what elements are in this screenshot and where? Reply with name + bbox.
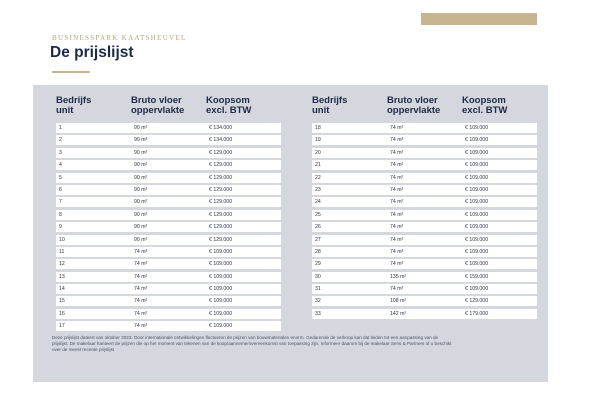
unit-cell: 24 bbox=[315, 199, 321, 206]
unit-cell: 31 bbox=[315, 286, 321, 293]
area-cell: 74 m² bbox=[134, 261, 148, 268]
table-row bbox=[312, 309, 537, 319]
unit-cell: 6 bbox=[59, 186, 62, 193]
unit-cell: 5 bbox=[59, 174, 62, 181]
area-cell: 74 m² bbox=[134, 298, 148, 305]
table-row bbox=[56, 210, 281, 220]
price-cell: € 109.000 bbox=[209, 261, 233, 268]
price-cell: € 179.000 bbox=[465, 310, 489, 317]
price-cell: € 109.000 bbox=[209, 323, 233, 330]
unit-cell: 22 bbox=[315, 174, 321, 181]
price-cell: € 109.000 bbox=[465, 286, 489, 293]
gold-accent-bar bbox=[421, 13, 537, 25]
area-cell: 90 m² bbox=[134, 186, 148, 193]
unit-cell: 2 bbox=[59, 137, 62, 144]
table-header bbox=[56, 96, 281, 120]
unit-cell: 7 bbox=[59, 199, 62, 206]
price-cell: € 109.000 bbox=[465, 199, 489, 206]
area-cell: 74 m² bbox=[390, 174, 404, 181]
header-price: Koopsom excl. BTW bbox=[206, 95, 252, 116]
table-row bbox=[56, 272, 281, 282]
area-cell: 74 m² bbox=[390, 125, 404, 131]
area-cell: 90 m² bbox=[134, 224, 148, 231]
area-cell: 74 m² bbox=[390, 186, 404, 193]
title-underline bbox=[52, 71, 90, 73]
table-row bbox=[312, 284, 537, 294]
price-cell: € 109.000 bbox=[465, 162, 489, 169]
table-row bbox=[312, 210, 537, 220]
unit-cell: 12 bbox=[59, 261, 65, 268]
area-cell: 90 m² bbox=[134, 236, 148, 243]
area-cell: 90 m² bbox=[134, 137, 148, 144]
table-row bbox=[312, 197, 537, 207]
area-cell: 74 m² bbox=[390, 261, 404, 268]
unit-cell: 29 bbox=[315, 261, 321, 268]
unit-cell: 8 bbox=[59, 211, 62, 218]
price-cell: € 134.000 bbox=[209, 125, 233, 131]
area-cell: 74 m² bbox=[390, 236, 404, 243]
price-table-right bbox=[312, 96, 537, 321]
table-row bbox=[56, 222, 281, 232]
header-area: Bruto vloer oppervlakte bbox=[387, 95, 441, 116]
area-cell: 90 m² bbox=[134, 199, 148, 206]
table-row bbox=[312, 296, 537, 306]
unit-cell: 14 bbox=[59, 286, 65, 293]
price-cell: € 109.000 bbox=[209, 286, 233, 293]
table-row bbox=[312, 160, 537, 170]
price-cell: € 129.000 bbox=[209, 174, 233, 181]
area-cell: 74 m² bbox=[134, 273, 148, 280]
header-unit: Bedrijfs unit bbox=[312, 95, 348, 116]
unit-cell: 18 bbox=[315, 125, 321, 131]
price-cell: € 129.000 bbox=[209, 211, 233, 218]
table-row bbox=[312, 123, 537, 133]
table-rows-left bbox=[56, 123, 281, 331]
price-cell: € 159.000 bbox=[465, 273, 489, 280]
area-cell: 90 m² bbox=[134, 162, 148, 169]
table-row bbox=[56, 135, 281, 145]
table-row bbox=[56, 160, 281, 170]
table-row bbox=[56, 197, 281, 207]
unit-cell: 33 bbox=[315, 310, 321, 317]
table-row bbox=[312, 173, 537, 183]
price-cell: € 109.000 bbox=[465, 174, 489, 181]
table-row bbox=[56, 185, 281, 195]
table-rows-right bbox=[312, 123, 537, 319]
table-row bbox=[56, 309, 281, 319]
area-cell: 90 m² bbox=[134, 211, 148, 218]
price-cell: € 129.000 bbox=[209, 186, 233, 193]
table-row bbox=[312, 247, 537, 257]
price-cell: € 109.000 bbox=[465, 125, 489, 131]
unit-cell: 19 bbox=[315, 137, 321, 144]
price-cell: € 129.000 bbox=[209, 162, 233, 169]
area-cell: 74 m² bbox=[390, 248, 404, 255]
price-cell: € 109.000 bbox=[465, 149, 489, 156]
price-disclaimer: Deze prijslijst dateert van oktober 2023. Door internationale ontwikkelingen fluctueren de prijzen van bouwmaterialen enorm. Gedurende de verkoop kan dat leiden tot een aanpassing van de prijslijst. De makelaar hanteert de prijzen die op het moment van tekenen van de koop/aannemerovereenkomst van toepassing zijn. Informeer daarom bij de makelaar Sens & Partners of u beschikt over de meest recente prijslijst bbox=[52, 335, 452, 353]
table-row bbox=[312, 235, 537, 245]
price-cell: € 109.000 bbox=[465, 211, 489, 218]
unit-cell: 3 bbox=[59, 149, 62, 156]
area-cell: 74 m² bbox=[390, 286, 404, 293]
area-cell: 74 m² bbox=[134, 310, 148, 317]
unit-cell: 23 bbox=[315, 186, 321, 193]
area-cell: 74 m² bbox=[390, 162, 404, 169]
price-cell: € 109.000 bbox=[465, 248, 489, 255]
table-row bbox=[56, 259, 281, 269]
price-cell: € 129.000 bbox=[465, 298, 489, 305]
table-row bbox=[56, 148, 281, 158]
unit-cell: 28 bbox=[315, 248, 321, 255]
price-table-left bbox=[56, 96, 281, 334]
unit-cell: 9 bbox=[59, 224, 62, 231]
table-row bbox=[56, 173, 281, 183]
unit-cell: 27 bbox=[315, 236, 321, 243]
area-cell: 90 m² bbox=[134, 125, 148, 131]
price-cell: € 109.000 bbox=[465, 224, 489, 231]
table-row bbox=[312, 148, 537, 158]
unit-cell: 11 bbox=[59, 248, 65, 255]
unit-cell: 17 bbox=[59, 323, 65, 330]
table-row bbox=[56, 284, 281, 294]
price-cell: € 109.000 bbox=[209, 310, 233, 317]
area-cell: 142 m² bbox=[390, 310, 407, 317]
header-unit: Bedrijfs unit bbox=[56, 95, 92, 116]
unit-cell: 32 bbox=[315, 298, 321, 305]
price-cell: € 134.000 bbox=[209, 137, 233, 144]
unit-cell: 15 bbox=[59, 298, 65, 305]
header-price: Koopsom excl. BTW bbox=[462, 95, 508, 116]
area-cell: 74 m² bbox=[134, 323, 148, 330]
area-cell: 74 m² bbox=[390, 199, 404, 206]
table-row bbox=[312, 185, 537, 195]
table-header bbox=[312, 96, 537, 120]
unit-cell: 25 bbox=[315, 211, 321, 218]
price-cell: € 109.000 bbox=[209, 298, 233, 305]
area-cell: 74 m² bbox=[390, 149, 404, 156]
table-row bbox=[312, 272, 537, 282]
area-cell: 74 m² bbox=[390, 224, 404, 231]
table-row bbox=[312, 259, 537, 269]
project-name: BUSINESSPARK KAATSHEUVEL bbox=[52, 34, 187, 42]
header-area: Bruto vloer oppervlakte bbox=[131, 95, 185, 116]
price-cell: € 129.000 bbox=[209, 224, 233, 231]
table-row bbox=[56, 235, 281, 245]
price-cell: € 109.000 bbox=[465, 137, 489, 144]
table-row bbox=[56, 321, 281, 331]
area-cell: 108 m² bbox=[390, 298, 407, 305]
unit-cell: 21 bbox=[315, 162, 321, 169]
table-row bbox=[312, 135, 537, 145]
area-cell: 74 m² bbox=[390, 211, 404, 218]
price-cell: € 109.000 bbox=[465, 236, 489, 243]
area-cell: 74 m² bbox=[134, 248, 148, 255]
price-cell: € 109.000 bbox=[465, 186, 489, 193]
unit-cell: 16 bbox=[59, 310, 65, 317]
unit-cell: 26 bbox=[315, 224, 321, 231]
price-cell: € 109.000 bbox=[209, 273, 233, 280]
table-row bbox=[56, 247, 281, 257]
table-row bbox=[312, 222, 537, 232]
table-row bbox=[56, 123, 281, 133]
area-cell: 135 m² bbox=[390, 273, 407, 280]
page-title: De prijslijst bbox=[50, 44, 134, 61]
area-cell: 90 m² bbox=[134, 149, 148, 156]
price-cell: € 129.000 bbox=[209, 149, 233, 156]
table-row bbox=[56, 296, 281, 306]
price-cell: € 109.000 bbox=[465, 261, 489, 268]
unit-cell: 10 bbox=[59, 236, 65, 243]
area-cell: 74 m² bbox=[390, 137, 404, 144]
unit-cell: 4 bbox=[59, 162, 62, 169]
area-cell: 74 m² bbox=[134, 286, 148, 293]
price-cell: € 129.000 bbox=[209, 236, 233, 243]
unit-cell: 13 bbox=[59, 273, 65, 280]
unit-cell: 30 bbox=[315, 273, 321, 280]
area-cell: 90 m² bbox=[134, 174, 148, 181]
unit-cell: 1 bbox=[59, 125, 62, 131]
unit-cell: 20 bbox=[315, 149, 321, 156]
price-cell: € 109.000 bbox=[209, 248, 233, 255]
price-cell: € 129.000 bbox=[209, 199, 233, 206]
